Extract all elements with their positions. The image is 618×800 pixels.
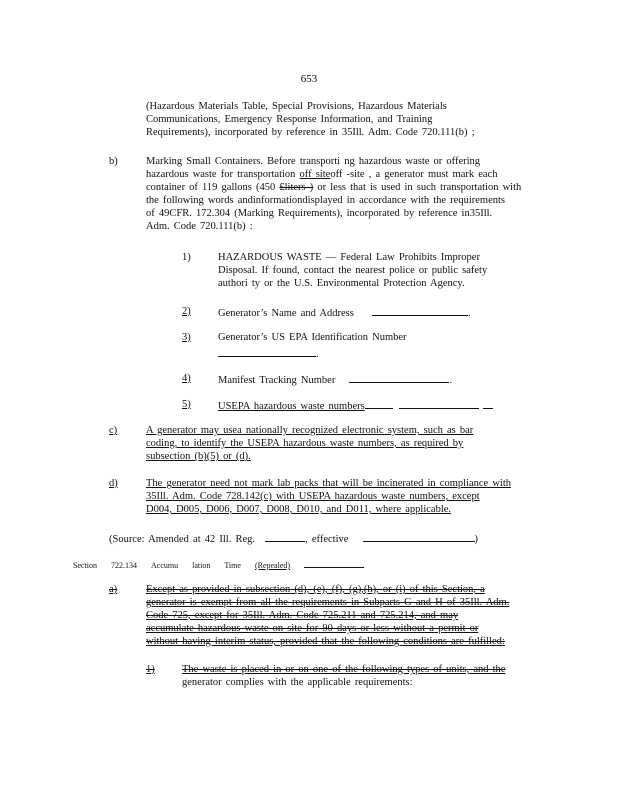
sub3-label: 3)	[182, 332, 191, 343]
section-heading: Section 722.134 Accumu lation Time (Repealed)	[73, 559, 378, 572]
sub4-line: Manifest Tracking Number .	[218, 372, 452, 387]
continuation-paragraph	[146, 100, 475, 139]
source-note: (Source: Amended at 42 Ill. Reg. , effective )	[109, 531, 478, 546]
sub4-label: 4)	[182, 373, 191, 384]
text-line: Except as provided in subsection (d), (e), (f), (g),(h), or (i) of this Section, a	[146, 584, 485, 595]
sub5-line: USEPA hazardous waste numbers	[218, 398, 493, 413]
text-line: of 49CFR. 172.304 (Marking Requirements), incorporated by reference in35Ill.	[146, 208, 493, 219]
item-a-paragraph	[146, 583, 509, 648]
text-line: Requirements), incorporated by reference in 35Ill. Adm. Code 720.111(b) ;	[146, 127, 475, 138]
text-line: The generator need not mark lab packs that will be incinerated in compliance with	[146, 478, 511, 489]
text-line: D004, D005, D006, D007, D008, D010, and D011, where applicable.	[146, 504, 452, 515]
page-number: 653	[300, 73, 318, 85]
text-line: A generator may usea nationally recognized electronic system, such as bar	[146, 425, 474, 436]
text-line: Marking Small Containers. Before transporti ng hazardous waste or offering	[146, 156, 481, 167]
text-line: the following words andinformationdisplayed in accordance with the requirements	[146, 195, 505, 206]
item-a-label: a)	[109, 584, 118, 595]
sub5-label: 5)	[182, 399, 191, 410]
text-line: coding, to identify the USEPA hazardous waste numbers, as required by	[146, 438, 464, 449]
text-line: authori ty or the U.S. Environmental Protection Agency.	[218, 278, 465, 289]
inserted-text: off site	[299, 169, 331, 180]
item-a1-label: 1)	[146, 664, 155, 675]
text-line: accumulate hazardous waste on site for 90 days or less without a permit or	[146, 623, 479, 634]
text-line: without having interim status, provided that the following conditions are fulfilled:	[146, 636, 505, 647]
sub1-paragraph	[218, 251, 487, 290]
text-line: HAZARDOUS WASTE — Federal Law Prohibits Improper	[218, 252, 480, 263]
text-line: generator is exempt from all the requirements in Subparts G and H of 35Ill. Adm.	[146, 597, 510, 608]
item-b-paragraph	[146, 155, 521, 233]
text-line: The waste is placed in or on one of the following types of units, and the	[182, 664, 506, 675]
text-line: subsection (b)(5) or (d).	[146, 451, 251, 462]
sub1-label: 1)	[182, 252, 191, 263]
text-line: Adm. Code 720.111(b) :	[146, 221, 253, 232]
text-line: Code 725, except for 35Ill. Adm. Code 725.211 and 725.214, and may	[146, 610, 459, 621]
text-line: generator complies with the applicable requirements:	[182, 677, 413, 688]
text-line: Communications, Emergency Response Information, and Training	[146, 114, 433, 125]
deleted-text: £liters )	[279, 182, 314, 193]
sub3-blank: .	[218, 346, 319, 361]
item-c-label: c)	[109, 425, 118, 436]
item-d-paragraph	[146, 477, 511, 516]
item-c-paragraph	[146, 424, 473, 463]
text-line: (Hazardous Materials Table, Special Provisions, Hazardous Materials	[146, 101, 447, 112]
sub3-line: Generator’s US EPA Identification Number	[218, 332, 407, 343]
sub2-label: 2)	[182, 306, 191, 317]
text-line: 35Ill. Adm. Code 728.142(c) with USEPA hazardous waste numbers, except	[146, 491, 480, 502]
text-line: Disposal. If found, contact the nearest police or public safety	[218, 265, 488, 276]
text-line: container of 119 gallons (450 £liters ) or less that is used in such transportation with	[146, 182, 522, 193]
item-d-label: d)	[109, 478, 118, 489]
item-a1-paragraph	[182, 663, 505, 689]
item-b-label: b)	[109, 156, 118, 167]
sub2-line: Generator’s Name and Address .	[218, 305, 471, 320]
text-line: hazardous waste for transportation off siteoff -site , a generator must mark each	[146, 169, 498, 180]
